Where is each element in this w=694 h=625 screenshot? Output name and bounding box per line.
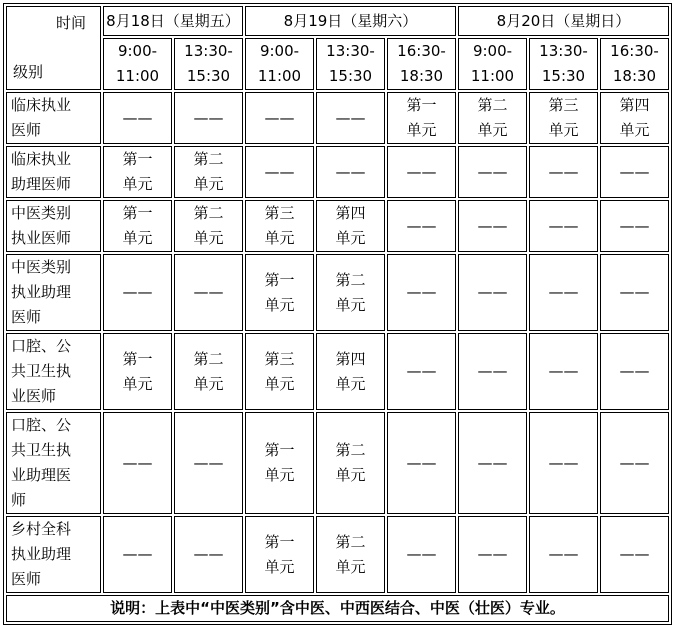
schedule-cell	[245, 254, 314, 331]
schedule-cell	[103, 254, 172, 331]
cell-line: 第一	[264, 270, 295, 289]
schedule-cell	[529, 254, 598, 331]
cell-line: 第二	[335, 532, 366, 551]
time-slot-line: 9:00-	[117, 42, 158, 60]
schedule-cell	[316, 516, 385, 593]
cell-line: 第一	[122, 150, 153, 168]
cell-line: ——	[548, 453, 579, 472]
level-line: 执业助理	[11, 283, 72, 301]
time-slot-header	[458, 38, 527, 90]
cell-line: 单元	[406, 121, 437, 139]
schedule-cell	[103, 146, 172, 198]
schedule-cell	[529, 333, 598, 410]
cell-line: 单元	[193, 175, 224, 193]
schedule-cell	[103, 200, 172, 252]
schedule-cell	[529, 412, 598, 514]
cell-line: 第四	[335, 349, 366, 368]
cell-line: ——	[193, 545, 224, 563]
time-slot-line: 11:00	[115, 67, 160, 85]
cell-line: ——	[619, 362, 650, 380]
schedule-cell	[245, 412, 314, 514]
time-slot-line: 9:00-	[472, 42, 513, 60]
cell-line: ——	[548, 362, 579, 380]
schedule-cell	[387, 333, 456, 410]
schedule-cell	[316, 92, 385, 144]
level-line: 医师	[11, 308, 42, 326]
schedule-cell	[387, 412, 456, 514]
cell-line: ——	[548, 162, 579, 181]
schedule-cell	[316, 146, 385, 198]
schedule-cell	[103, 333, 172, 410]
schedule-cell	[316, 333, 385, 410]
cell-line: 第一	[264, 532, 295, 551]
cell-line: ——	[619, 216, 650, 235]
time-slot-header	[316, 38, 385, 90]
cell-line: ——	[406, 545, 437, 563]
level-line: 中医类别	[11, 204, 72, 222]
cell-line: 单元	[264, 557, 295, 576]
time-slot-line: 15:30	[541, 67, 586, 85]
schedule-cell	[316, 200, 385, 252]
cell-line: ——	[264, 162, 295, 181]
cell-line: ——	[548, 283, 579, 301]
schedule-cell	[458, 412, 527, 514]
cell-line: ——	[477, 283, 508, 301]
cell-line: 单元	[193, 229, 224, 247]
schedule-cell	[387, 146, 456, 198]
cell-line: ——	[477, 545, 508, 563]
header-row-slots	[6, 38, 669, 90]
level-line: 共卫生执	[11, 362, 72, 380]
time-slot-header	[245, 38, 314, 90]
schedule-cell	[387, 200, 456, 252]
schedule-cell	[387, 516, 456, 593]
time-slot-line: 13:30-	[184, 42, 233, 60]
schedule-cell	[529, 92, 598, 144]
time-slot-line: 16:30-	[610, 42, 659, 60]
schedule-cell	[600, 412, 669, 514]
time-slot-line: 16:30-	[397, 42, 446, 60]
time-slot-header	[600, 38, 669, 90]
level-cell	[6, 412, 101, 514]
schedule-cell	[458, 146, 527, 198]
cell-line: ——	[477, 162, 508, 181]
cell-line: 单元	[264, 374, 295, 393]
level-line: 临床执业	[11, 96, 72, 114]
level-line: 业医师	[11, 387, 57, 405]
date-header: 8月18日（星期五）	[103, 6, 243, 36]
schedule-cell	[245, 92, 314, 144]
time-slot-line: 13:30-	[326, 42, 375, 60]
time-slot-line: 15:30	[328, 67, 373, 85]
level-line: 助理医师	[11, 175, 72, 193]
cell-line: 第二	[335, 441, 366, 459]
schedule-cell	[245, 200, 314, 252]
schedule-row	[6, 200, 669, 252]
cell-line: ——	[406, 162, 437, 181]
cell-line: 第三	[264, 204, 295, 222]
cell-line: 第二	[335, 270, 366, 289]
cell-line: 第一	[122, 349, 153, 368]
schedule-cell	[600, 333, 669, 410]
corner-level-label: 级别	[13, 63, 44, 81]
schedule-cell	[387, 254, 456, 331]
date-header: 8月19日（星期六）	[245, 6, 456, 36]
corner-time-label: 时间	[55, 14, 86, 32]
cell-line: ——	[477, 362, 508, 380]
schedule-row	[6, 146, 669, 198]
cell-line: ——	[548, 545, 579, 563]
date-header: 8月20日（星期日）	[458, 6, 669, 36]
time-slot-line: 11:00	[470, 67, 515, 85]
cell-line: ——	[193, 453, 224, 472]
level-line: 执业助理	[11, 545, 72, 563]
schedule-cell	[458, 254, 527, 331]
schedule-cell	[174, 333, 243, 410]
time-slot-header	[529, 38, 598, 90]
cell-line: 单元	[335, 374, 366, 393]
time-slot-line: 15:30	[186, 67, 231, 85]
cell-line: ——	[406, 283, 437, 301]
schedule-cell	[529, 146, 598, 198]
cell-line: 单元	[335, 466, 366, 484]
level-line: 口腔、公	[11, 337, 72, 355]
cell-line: 单元	[477, 121, 508, 139]
level-cell	[6, 254, 101, 331]
time-slot-line: 18:30	[612, 67, 657, 85]
cell-line: 单元	[619, 121, 650, 139]
time-slot-header	[387, 38, 456, 90]
level-line: 中医类别	[11, 258, 72, 276]
level-cell	[6, 92, 101, 144]
time-slot-line: 18:30	[399, 67, 444, 85]
level-line: 师	[11, 491, 27, 509]
cell-line: 第一	[406, 96, 437, 114]
cell-line: 第一	[264, 441, 295, 459]
cell-line: 第一	[122, 204, 153, 222]
level-line: 临床执业	[11, 150, 72, 168]
cell-line: 第二	[193, 349, 224, 368]
schedule-row	[6, 516, 669, 593]
cell-line: ——	[122, 453, 153, 472]
cell-line: ——	[264, 108, 295, 127]
schedule-cell	[458, 516, 527, 593]
cell-line: 单元	[335, 295, 366, 314]
schedule-row	[6, 92, 669, 144]
schedule-cell	[529, 516, 598, 593]
note-text: 说明：上表中“中医类别”含中医、中西医结合、中医（壮医）专业。	[6, 595, 669, 622]
schedule-cell	[600, 146, 669, 198]
schedule-cell	[600, 92, 669, 144]
cell-line: 第四	[335, 204, 366, 222]
cell-line: 第三	[264, 349, 295, 368]
cell-line: 第四	[619, 96, 650, 114]
cell-line: ——	[477, 216, 508, 235]
level-line: 医师	[11, 570, 42, 588]
cell-line: ——	[406, 453, 437, 472]
level-cell	[6, 516, 101, 593]
schedule-cell	[245, 333, 314, 410]
note-row	[6, 595, 669, 622]
level-line: 口腔、公	[11, 416, 72, 434]
level-cell	[6, 200, 101, 252]
schedule-cell	[387, 92, 456, 144]
cell-line: ——	[122, 545, 153, 563]
cell-line: 第二	[193, 150, 224, 168]
schedule-row	[6, 333, 669, 410]
cell-line: ——	[619, 283, 650, 301]
schedule-cell	[174, 516, 243, 593]
schedule-cell	[529, 200, 598, 252]
time-slot-line: 9:00-	[259, 42, 300, 60]
schedule-cell	[174, 254, 243, 331]
schedule-cell	[174, 92, 243, 144]
schedule-cell	[103, 412, 172, 514]
cell-line: ——	[335, 162, 366, 181]
cell-line: ——	[122, 283, 153, 301]
time-slot-line: 11:00	[257, 67, 302, 85]
cell-line: ——	[406, 216, 437, 235]
schedule-cell	[458, 92, 527, 144]
cell-line: ——	[619, 162, 650, 181]
cell-line: 单元	[335, 557, 366, 576]
schedule-cell	[174, 200, 243, 252]
level-cell	[6, 333, 101, 410]
schedule-row	[6, 254, 669, 331]
exam-schedule-table	[3, 3, 672, 625]
schedule-cell	[600, 254, 669, 331]
schedule-row	[6, 412, 669, 514]
cell-line: 单元	[264, 295, 295, 314]
cell-line: 单元	[122, 374, 153, 393]
cell-line: ——	[406, 362, 437, 380]
schedule-cell	[458, 333, 527, 410]
level-cell	[6, 146, 101, 198]
level-line: 共卫生执	[11, 441, 72, 459]
level-line: 执业医师	[11, 229, 72, 247]
schedule-cell	[174, 412, 243, 514]
cell-line: ——	[193, 108, 224, 127]
cell-line: 单元	[122, 175, 153, 193]
level-line: 业助理医	[11, 466, 72, 484]
cell-line: ——	[619, 453, 650, 472]
schedule-cell	[458, 200, 527, 252]
schedule-cell	[103, 92, 172, 144]
schedule-cell	[316, 412, 385, 514]
cell-line: 单元	[335, 229, 366, 247]
time-slot-header	[103, 38, 172, 90]
cell-line: 第二	[477, 96, 508, 114]
schedule-cell	[245, 516, 314, 593]
cell-line: 单元	[548, 121, 579, 139]
cell-line: 第二	[193, 204, 224, 222]
cell-line: ——	[619, 545, 650, 563]
cell-line: 单元	[122, 229, 153, 247]
schedule-cell	[103, 516, 172, 593]
time-slot-header	[174, 38, 243, 90]
level-line: 医师	[11, 121, 42, 139]
schedule-cell	[600, 200, 669, 252]
cell-line: ——	[122, 108, 153, 127]
cell-line: ——	[477, 453, 508, 472]
schedule-cell	[316, 254, 385, 331]
cell-line: ——	[193, 283, 224, 301]
cell-line: ——	[335, 108, 366, 127]
cell-line: 第三	[548, 96, 579, 114]
cell-line: 单元	[264, 466, 295, 484]
level-line: 乡村全科	[11, 520, 72, 538]
cell-line: 单元	[193, 374, 224, 393]
schedule-cell	[600, 516, 669, 593]
cell-line: 单元	[264, 229, 295, 247]
header-row-dates	[6, 6, 669, 36]
schedule-cell	[174, 146, 243, 198]
schedule-cell	[245, 146, 314, 198]
cell-line: ——	[548, 216, 579, 235]
time-slot-line: 13:30-	[539, 42, 588, 60]
corner-cell	[6, 6, 101, 90]
